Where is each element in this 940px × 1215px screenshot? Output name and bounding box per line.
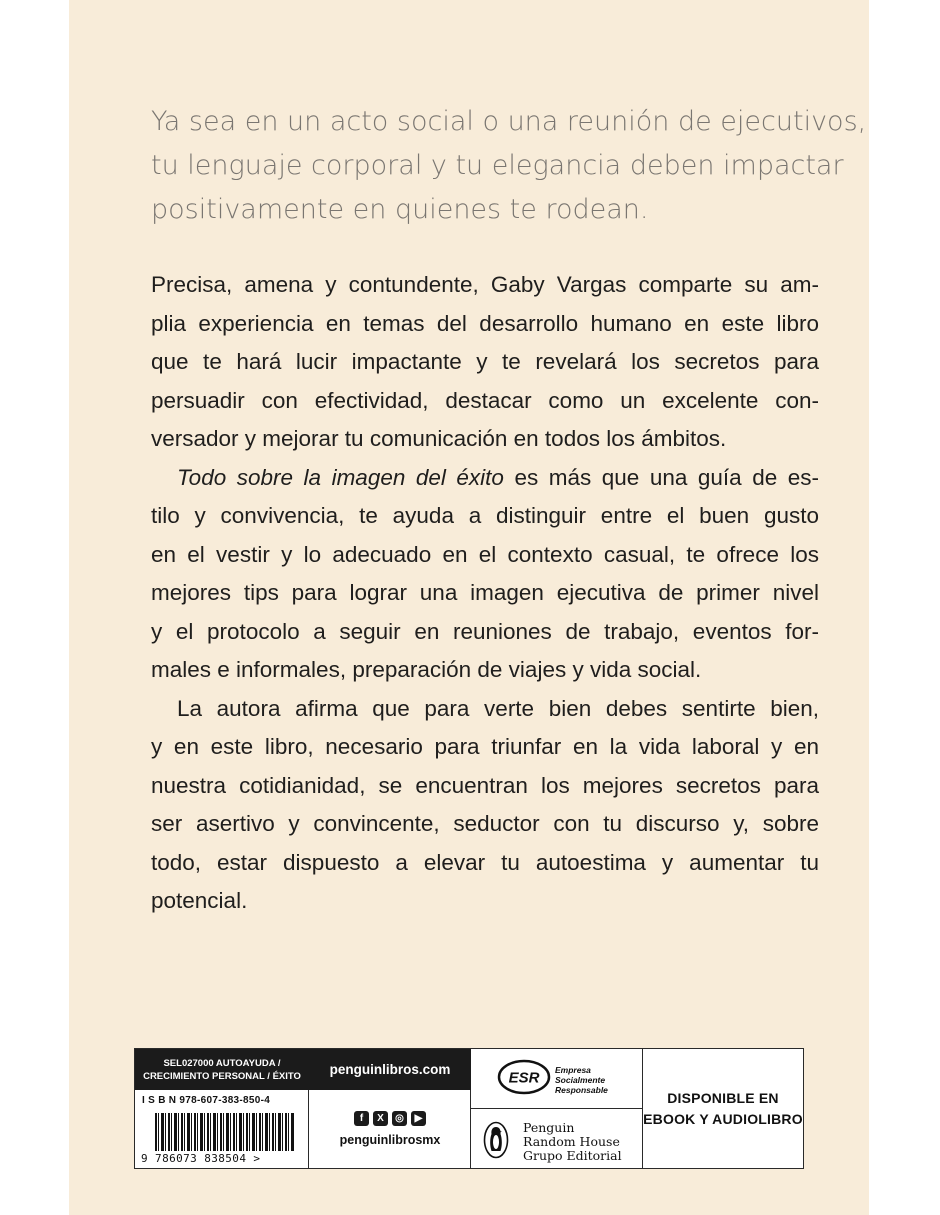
synopsis-line: nuestra cotidianidad, se encuentran los mejores secretos para [151, 772, 819, 798]
synopsis-line: mejores tips para lograr una imagen ejecutiva de primer nivel [151, 580, 819, 605]
instagram-icon[interactable]: ◎ [392, 1111, 407, 1126]
prh-line: Random House [523, 1134, 620, 1149]
esr-label-line: Socialmente [555, 1075, 606, 1085]
lead-line: Ya sea en un acto social o una reunión de ejecutivos, [151, 106, 867, 137]
lead-paragraph [151, 100, 867, 232]
availability-line: DISPONIBLE EN [667, 1089, 779, 1106]
synopsis-line: todo, estar dispuesto a elevar tu autoestima y aumentar tu [151, 849, 819, 875]
synopsis-line: que te hará lucir impactante y te revelará los secretos para [151, 349, 819, 374]
lead-line: positivamente en quienes te rodean. [151, 194, 649, 225]
availability-note [643, 1049, 803, 1168]
synopsis-text: es más que una guía de es- [503, 464, 819, 490]
esr-label-line: Responsable [555, 1085, 608, 1095]
esr-mark: ESR [508, 1069, 540, 1087]
prh-wordmark [523, 1121, 622, 1163]
synopsis-line: La autora afirma que para verte bien debes sentirte bien, [177, 695, 819, 721]
synopsis-line: y el protocolo a seguir en reuniones de trabajo, eventos for- [151, 618, 819, 644]
penguin-logo [483, 1121, 509, 1159]
synopsis-line: Precisa, amena y contundente, Gaby Vargas comparte su am- [151, 272, 819, 297]
synopsis-line: persuadir con efectividad, destacar como un excelente con- [151, 387, 819, 413]
synopsis [151, 266, 819, 921]
synopsis-line: tilo y convivencia, te ayuda a distinguir entre el buen gusto [151, 503, 819, 528]
synopsis-line: ser asertivo y convincente, seductor con tu discurso y, sobre [151, 811, 819, 836]
barcode-digits: 9 786073 838504 > [141, 1152, 261, 1165]
social-handle: penguinlibrosmx [339, 1133, 441, 1147]
esr-label [555, 1065, 608, 1095]
esr-label-line: Empresa [555, 1065, 591, 1075]
youtube-icon[interactable]: ▶ [411, 1111, 426, 1126]
social-icons [309, 1111, 471, 1126]
facebook-icon[interactable]: f [354, 1111, 369, 1126]
website-link[interactable]: penguinlibros.com [309, 1049, 471, 1090]
info-panel [134, 1048, 804, 1169]
esr-logo [497, 1059, 551, 1095]
lead-line: tu lenguaje corporal y tu elegancia deben impactar [151, 150, 844, 181]
book-title: Todo sobre la imagen del éxito [177, 464, 504, 490]
synopsis-line: potencial. [151, 888, 248, 913]
bisac-line: SEL027000 AUTOAYUDA / [163, 1057, 281, 1069]
availability-cell [643, 1049, 803, 1168]
prh-line: Grupo Editorial [523, 1148, 622, 1163]
synopsis-line: plia experiencia en temas del desarrollo humano en este libro [151, 310, 819, 336]
synopsis-line [151, 459, 819, 498]
synopsis-line: versador y mejorar tu comunicación en todos los ámbitos. [151, 426, 727, 451]
bisac-line: CRECIMIENTO PERSONAL / ÉXITO [143, 1070, 301, 1082]
bisac-category [135, 1049, 309, 1090]
synopsis-line: males e informales, preparación de viajes y vida social. [151, 657, 702, 682]
esr-row [471, 1049, 643, 1109]
prh-line: Penguin [523, 1120, 575, 1135]
isbn-number: I S B N 978-607-383-850-4 [142, 1095, 271, 1106]
publisher-cell [471, 1049, 643, 1168]
availability-line: EBOOK Y AUDIOLIBRO [643, 1110, 803, 1127]
synopsis-line: en el vestir y lo adecuado en el contexto casual, te ofrece los [151, 541, 819, 567]
x-icon[interactable]: X [373, 1111, 388, 1126]
barcode [155, 1113, 295, 1151]
isbn-cell [135, 1049, 309, 1168]
web-cell [309, 1049, 471, 1168]
synopsis-line: y en este libro, necesario para triunfar en la vida laboral y en [151, 734, 819, 759]
